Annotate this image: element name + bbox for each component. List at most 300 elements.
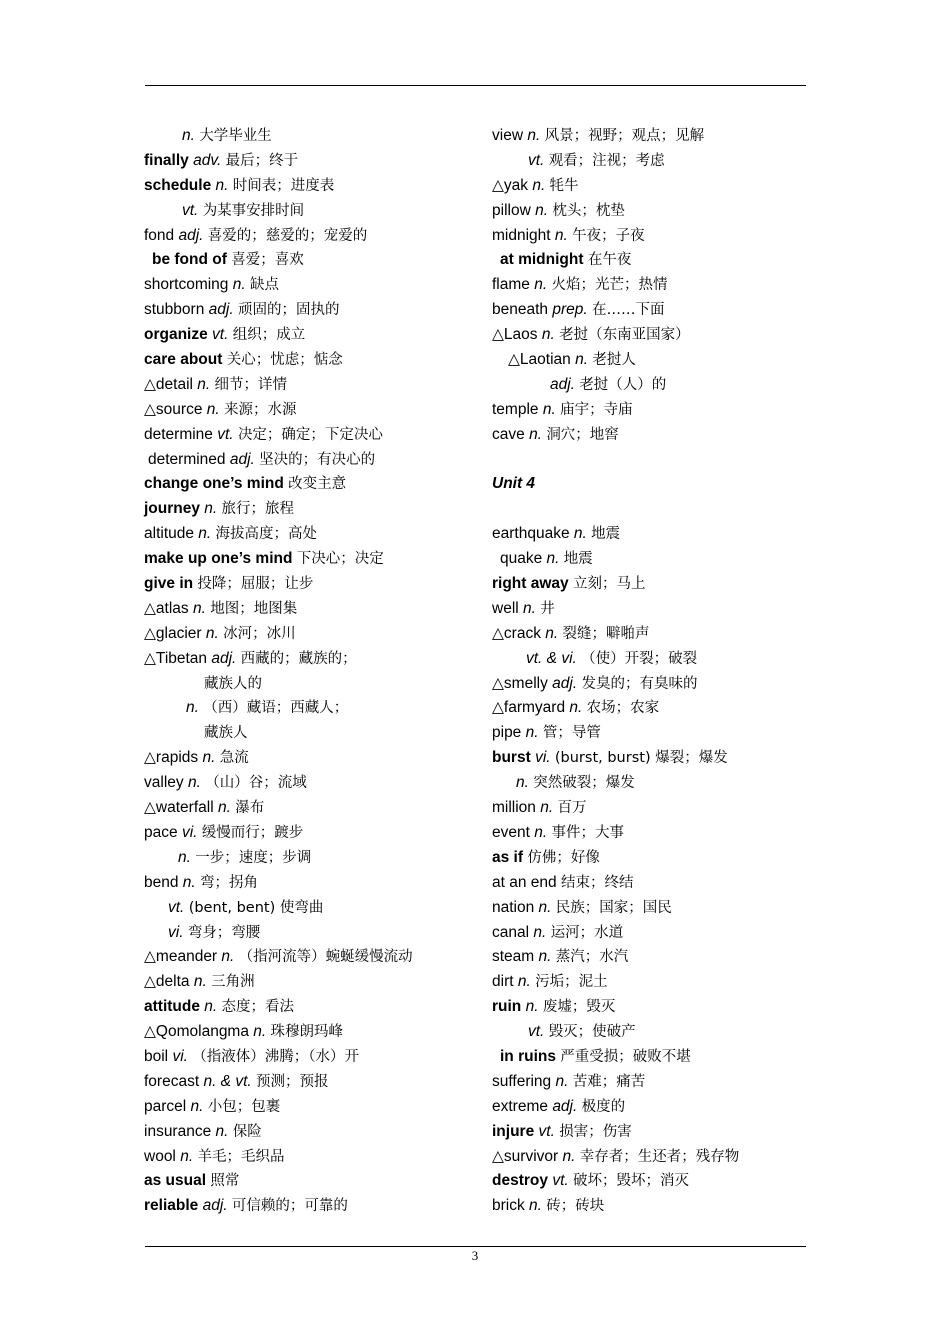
headword: △farmyard xyxy=(492,699,566,717)
part-of-speech: n. xyxy=(205,624,219,642)
vocab-entry xyxy=(144,746,484,771)
meaning: 幸存者；生还者；残存物 xyxy=(579,1148,740,1165)
part-of-speech: vt. xyxy=(538,1122,555,1140)
meaning: 投降；屈服；让步 xyxy=(197,576,314,593)
unit-heading xyxy=(492,472,812,497)
part-of-speech: n. xyxy=(573,525,587,543)
meaning: 地震 xyxy=(563,551,593,568)
vocab-entry xyxy=(144,1095,484,1120)
meaning: 结束；终结 xyxy=(560,874,634,891)
vocab-entry xyxy=(144,1169,484,1194)
meaning: 极度的 xyxy=(581,1098,626,1115)
headword: △Qomolangma xyxy=(144,1023,249,1041)
vocab-entry xyxy=(144,323,484,348)
meaning: 冰河；冰川 xyxy=(223,625,296,642)
meaning: 大学毕业生 xyxy=(199,128,272,144)
part-of-speech: adj. xyxy=(211,649,237,667)
vocab-entry xyxy=(144,597,484,622)
meaning: 改变主意 xyxy=(288,476,347,493)
part-of-speech: adj. xyxy=(552,1097,578,1115)
meaning: 突然破裂；爆发 xyxy=(533,775,635,792)
meaning: 照常 xyxy=(210,1173,240,1190)
vocab-entry xyxy=(144,398,484,423)
vocab-entry xyxy=(492,945,812,970)
vocab-entry xyxy=(144,298,484,323)
headword: stubborn xyxy=(144,301,205,319)
part-of-speech: vt. xyxy=(552,1172,569,1190)
vocab-entry xyxy=(492,970,812,995)
vocab-entry xyxy=(144,174,484,199)
headword: △source xyxy=(144,400,203,418)
meaning: 裂缝；噼啪声 xyxy=(562,625,650,642)
vocab-entry xyxy=(144,522,484,547)
headword: beneath xyxy=(492,301,549,319)
part-of-speech: n. xyxy=(541,326,555,344)
part-of-speech: n. xyxy=(540,799,554,817)
meaning: 珠穆朗玛峰 xyxy=(270,1024,344,1041)
headword: canal xyxy=(492,923,530,941)
meaning: 保险 xyxy=(232,1123,262,1140)
headword: △glacier xyxy=(144,624,202,642)
vocab-entry xyxy=(492,647,812,672)
headword: journey xyxy=(144,500,200,518)
vocab-entry xyxy=(492,273,812,298)
headword: at midnight xyxy=(500,251,584,269)
headword: well xyxy=(492,599,519,617)
meaning: 农场；农家 xyxy=(586,700,660,717)
headword: △meander xyxy=(144,948,218,966)
part-of-speech: n. xyxy=(232,276,246,294)
headword: forecast xyxy=(144,1072,200,1090)
vocab-entry xyxy=(492,149,812,174)
headword: injure xyxy=(492,1122,535,1140)
meaning: 午夜；子夜 xyxy=(572,227,645,244)
part-of-speech: n. xyxy=(253,1023,267,1041)
part-of-speech: adj. xyxy=(229,450,255,468)
headword: pace xyxy=(144,823,178,841)
headword: △Laos xyxy=(492,326,538,344)
vocab-entry xyxy=(144,672,484,697)
part-of-speech: n. xyxy=(180,1147,194,1165)
part-of-speech: n. xyxy=(535,201,549,219)
headword: bend xyxy=(144,873,179,891)
meaning: 决定；确定；下定决心 xyxy=(237,426,383,443)
headword: reliable xyxy=(144,1197,199,1215)
headword: be fond of xyxy=(152,251,227,269)
meaning: 管；导管 xyxy=(542,725,601,742)
part-of-speech: n. xyxy=(190,1097,204,1115)
meaning: 瀑布 xyxy=(235,800,265,817)
vocab-entry xyxy=(144,896,484,921)
headword: ruin xyxy=(492,998,522,1016)
headword: insurance xyxy=(144,1122,212,1140)
meaning: 小包；包裹 xyxy=(207,1098,281,1115)
vocab-entry xyxy=(144,1045,484,1070)
part-of-speech: vi. xyxy=(168,923,184,941)
vocab-entry xyxy=(144,423,484,448)
part-of-speech: n. xyxy=(206,400,220,418)
meaning: 毁灭；使破产 xyxy=(548,1024,636,1041)
meaning: 蒸汽；水汽 xyxy=(555,949,629,966)
headword: △rapids xyxy=(144,749,199,767)
meaning: 来源；水源 xyxy=(224,401,297,418)
headword: destroy xyxy=(492,1172,548,1190)
meaning: 在午夜 xyxy=(587,252,632,269)
headword: pipe xyxy=(492,724,522,742)
headword: finally xyxy=(144,151,189,169)
vocab-entry xyxy=(144,373,484,398)
part-of-speech: vi. xyxy=(535,749,551,767)
part-of-speech: n. xyxy=(525,724,539,742)
headword: right away xyxy=(492,575,569,593)
meaning: 枕头；枕垫 xyxy=(552,202,625,219)
meaning: 旅行；旅程 xyxy=(221,501,295,518)
page-number: 3 xyxy=(471,1248,479,1263)
vocab-entry xyxy=(492,1169,812,1194)
part-of-speech: n. xyxy=(569,699,583,717)
vocab-entry xyxy=(144,921,484,946)
headword: view xyxy=(492,127,524,144)
meaning: （山）谷；流域 xyxy=(205,775,307,792)
vocab-entry xyxy=(144,696,484,721)
headword: extreme xyxy=(492,1097,548,1115)
part-of-speech: n. xyxy=(529,1197,542,1215)
vocab-entry xyxy=(492,672,812,697)
headword: event xyxy=(492,823,530,841)
vocab-entry xyxy=(144,721,484,746)
headword: △smelly xyxy=(492,674,548,692)
vocab-entry xyxy=(144,199,484,224)
part-of-speech: n. xyxy=(215,176,229,194)
headword: in ruins xyxy=(500,1047,556,1065)
headword: altitude xyxy=(144,525,194,543)
vocab-entry xyxy=(144,821,484,846)
meaning: 弯；拐角 xyxy=(200,874,259,891)
vocab-entry xyxy=(144,348,484,373)
part-of-speech: n. & vt. xyxy=(203,1072,252,1090)
part-of-speech: n. xyxy=(538,948,552,966)
meaning: 废墟；毁灭 xyxy=(542,999,616,1016)
part-of-speech: n. xyxy=(215,1122,229,1140)
headword: cave xyxy=(492,425,525,443)
part-of-speech: adv. xyxy=(193,151,222,169)
vocab-entry xyxy=(144,622,484,647)
part-of-speech: adj. xyxy=(208,301,234,319)
meaning: （西）藏语；西藏人； xyxy=(203,700,349,717)
headword: shortcoming xyxy=(144,276,229,294)
part-of-speech: n. xyxy=(523,599,536,617)
meaning: 砖；砖块 xyxy=(546,1198,605,1215)
blank-line xyxy=(492,497,812,522)
vocab-entry xyxy=(492,721,812,746)
vocab-entry xyxy=(144,846,484,871)
vocab-entry xyxy=(144,945,484,970)
meaning: 下决心；决定 xyxy=(296,551,384,568)
headword: determined xyxy=(148,450,226,468)
meaning: 关心；忧虑；惦念 xyxy=(226,352,343,369)
vocab-entry xyxy=(492,771,812,796)
vocab-entry xyxy=(492,1194,812,1219)
part-of-speech: vt. xyxy=(212,326,229,344)
meaning: 藏族人的 xyxy=(204,675,262,692)
meaning: 预测；预报 xyxy=(256,1073,329,1090)
part-of-speech: vt. xyxy=(528,151,545,169)
part-of-speech: n. xyxy=(202,749,216,767)
blank-line xyxy=(492,448,812,473)
headword: determine xyxy=(144,425,213,443)
headword: △detail xyxy=(144,375,193,393)
part-of-speech: vt. xyxy=(528,1023,545,1041)
vocab-entry xyxy=(492,846,812,871)
part-of-speech: n. xyxy=(197,375,211,393)
part-of-speech: n. xyxy=(562,1147,576,1165)
vocab-entry xyxy=(492,995,812,1020)
meaning: 在……下面 xyxy=(592,302,665,319)
part-of-speech: vt. & vi. xyxy=(526,649,577,667)
meaning: 地图；地图集 xyxy=(210,600,298,617)
meaning: 立刻；马上 xyxy=(572,576,646,593)
headword: flame xyxy=(492,276,530,294)
meaning: 百万 xyxy=(557,800,587,817)
meaning: 一步；速度；步调 xyxy=(195,849,312,866)
vocab-entry xyxy=(492,423,812,448)
vocab-entry xyxy=(492,1120,812,1145)
vocab-entry xyxy=(492,597,812,622)
vocab-entry xyxy=(492,224,812,249)
headword: make up one’s mind xyxy=(144,550,293,568)
meaning: 庙宇；寺庙 xyxy=(560,401,633,418)
part-of-speech: n. xyxy=(529,425,542,443)
headword: △waterfall xyxy=(144,799,214,817)
vocab-entry xyxy=(144,273,484,298)
part-of-speech: n. xyxy=(533,923,547,941)
part-of-speech: vi. xyxy=(172,1047,188,1065)
headword: fond xyxy=(144,226,175,244)
headword: give in xyxy=(144,575,194,593)
part-of-speech: n. xyxy=(545,624,559,642)
part-of-speech: vt. xyxy=(168,898,185,916)
vocab-entry xyxy=(492,248,812,273)
meaning: (bent, bent) 使弯曲 xyxy=(188,899,324,916)
header-rule xyxy=(145,85,806,86)
meaning: 西藏的；藏族的； xyxy=(240,650,357,667)
headword: at an end xyxy=(492,873,557,891)
meaning: 老挝（人）的 xyxy=(579,376,667,393)
headword: as if xyxy=(492,848,524,866)
vocab-entry xyxy=(144,647,484,672)
meaning: 火焰；光芒；热情 xyxy=(551,277,668,294)
left-column xyxy=(144,124,484,1219)
headword: pillow xyxy=(492,201,531,219)
vocab-entry xyxy=(492,896,812,921)
vocab-entry xyxy=(492,547,812,572)
meaning: 破坏；毁坏；消灭 xyxy=(573,1173,689,1190)
vocab-entry xyxy=(492,199,812,224)
meaning: 风景；视野；观点；见解 xyxy=(544,128,705,144)
meaning: 损害；伤害 xyxy=(559,1123,632,1140)
headword: wool xyxy=(144,1147,176,1165)
headword: △delta xyxy=(144,973,190,991)
headword: quake xyxy=(500,550,543,568)
part-of-speech: n. xyxy=(555,1072,569,1090)
vocab-entry xyxy=(492,871,812,896)
headword: boil xyxy=(144,1047,169,1065)
headword: change one’s mind xyxy=(144,475,284,493)
headword: dirt xyxy=(492,973,514,991)
vocab-entry xyxy=(492,622,812,647)
vocab-entry xyxy=(492,572,812,597)
meaning: （使）开裂；破裂 xyxy=(581,650,698,667)
part-of-speech: n. xyxy=(186,699,199,717)
vocab-entry xyxy=(144,796,484,821)
vocab-entry xyxy=(144,149,484,174)
meaning: 地震 xyxy=(591,526,621,543)
headword: earthquake xyxy=(492,525,570,543)
vocab-entry xyxy=(144,1070,484,1095)
vocab-entry xyxy=(144,1020,484,1045)
headword: suffering xyxy=(492,1072,552,1090)
vocab-entry xyxy=(144,472,484,497)
meaning: 顽固的；固执的 xyxy=(237,302,340,319)
vocab-entry xyxy=(492,746,812,771)
vocab-entry xyxy=(492,1070,812,1095)
meaning: 观看；注视；考虑 xyxy=(548,152,665,169)
meaning: 为某事安排时间 xyxy=(202,202,305,219)
headword: temple xyxy=(492,400,539,418)
meaning: 老挝人 xyxy=(592,352,636,369)
vocab-entry xyxy=(492,348,812,373)
vocab-entry xyxy=(492,323,812,348)
vocab-entry xyxy=(492,124,812,149)
headword: as usual xyxy=(144,1172,207,1190)
part-of-speech: n. xyxy=(187,774,201,792)
vocab-entry xyxy=(492,1045,812,1070)
part-of-speech: adj. xyxy=(178,226,204,244)
headword: midnight xyxy=(492,226,551,244)
vocab-entry xyxy=(144,448,484,473)
vocab-entry xyxy=(492,696,812,721)
headword: organize xyxy=(144,326,208,344)
meaning: 老挝（东南亚国家） xyxy=(559,327,690,344)
vocab-entry xyxy=(144,995,484,1020)
headword: burst xyxy=(492,749,531,767)
part-of-speech: vt. xyxy=(217,425,234,443)
headword: nation xyxy=(492,898,535,916)
unit-title: Unit 4 xyxy=(492,475,536,493)
headword: △atlas xyxy=(144,599,189,617)
part-of-speech: n. xyxy=(517,973,531,991)
vocab-entry xyxy=(144,572,484,597)
part-of-speech: adj. xyxy=(550,375,575,393)
part-of-speech: n. xyxy=(221,948,235,966)
meaning: 时间表；进度表 xyxy=(232,177,335,194)
vocab-entry xyxy=(492,796,812,821)
meaning: 最后；终于 xyxy=(225,152,299,169)
headword: △crack xyxy=(492,624,541,642)
headword: △Tibetan xyxy=(144,649,208,667)
meaning: （指河流等）蜿蜒缓慢流动 xyxy=(238,949,413,966)
part-of-speech: n. xyxy=(525,998,539,1016)
vocab-entry xyxy=(492,522,812,547)
vocab-entry xyxy=(144,497,484,522)
meaning: 藏族人 xyxy=(204,725,248,742)
headword: schedule xyxy=(144,176,212,194)
meaning: 喜爱的；慈爱的；宠爱的 xyxy=(207,227,368,244)
meaning: 严重受损；破败不堪 xyxy=(560,1048,691,1065)
part-of-speech: n. xyxy=(198,525,212,543)
part-of-speech: n. xyxy=(182,127,195,144)
meaning: 发臭的；有臭味的 xyxy=(581,675,698,692)
meaning: 坚决的；有决心的 xyxy=(259,451,376,468)
headword: △Laotian xyxy=(508,351,571,369)
part-of-speech: n. xyxy=(534,276,548,294)
meaning: 缺点 xyxy=(250,277,279,294)
meaning: （指液体）沸腾；（水）开 xyxy=(192,1048,360,1065)
vocab-entry xyxy=(144,248,484,273)
meaning: 事件；大事 xyxy=(551,824,624,841)
vocab-entry xyxy=(492,1095,812,1120)
meaning: 羊毛；毛织品 xyxy=(197,1148,285,1165)
vocab-entry xyxy=(492,174,812,199)
headword: million xyxy=(492,799,536,817)
vocab-entry xyxy=(144,547,484,572)
headword: steam xyxy=(492,948,535,966)
part-of-speech: n. xyxy=(178,848,191,866)
part-of-speech: vt. xyxy=(182,201,199,219)
part-of-speech: n. xyxy=(516,774,529,792)
part-of-speech: n. xyxy=(182,873,196,891)
meaning: 可信赖的；可靠的 xyxy=(231,1198,348,1215)
part-of-speech: n. xyxy=(534,823,548,841)
meaning: 井 xyxy=(540,600,555,617)
part-of-speech: n. xyxy=(204,998,218,1016)
meaning: 苦难；痛苦 xyxy=(572,1073,646,1090)
headword: attitude xyxy=(144,998,200,1016)
vocab-entry xyxy=(492,921,812,946)
meaning: 运河；水道 xyxy=(550,924,624,941)
part-of-speech: n. xyxy=(192,599,206,617)
part-of-speech: adj. xyxy=(552,674,578,692)
meaning: 三角洲 xyxy=(211,974,255,991)
part-of-speech: n. xyxy=(193,973,207,991)
vocab-entry xyxy=(492,373,812,398)
footer-rule xyxy=(145,1246,806,1247)
part-of-speech: adj. xyxy=(202,1197,228,1215)
part-of-speech: vi. xyxy=(181,823,198,841)
vocab-entry xyxy=(492,821,812,846)
vocab-entry xyxy=(144,1194,484,1219)
part-of-speech: n. xyxy=(527,127,541,144)
headword: parcel xyxy=(144,1097,187,1115)
part-of-speech: n. xyxy=(217,799,231,817)
right-column xyxy=(492,124,812,1219)
vocab-entry xyxy=(144,970,484,995)
part-of-speech: n. xyxy=(542,400,556,418)
meaning: 民族；国家；国民 xyxy=(555,899,672,916)
headword: brick xyxy=(492,1197,525,1215)
meaning: 急流 xyxy=(219,750,249,767)
meaning: 洞穴；地窖 xyxy=(546,426,619,443)
vocab-entry xyxy=(144,871,484,896)
part-of-speech: n. xyxy=(538,898,552,916)
headword: △survivor xyxy=(492,1147,559,1165)
vocab-entry xyxy=(492,1145,812,1170)
vocab-entry xyxy=(492,298,812,323)
vocab-entry xyxy=(492,398,812,423)
meaning: 态度；看法 xyxy=(221,999,295,1016)
headword: care about xyxy=(144,351,223,369)
meaning: 缓慢而行；踱步 xyxy=(201,824,304,841)
